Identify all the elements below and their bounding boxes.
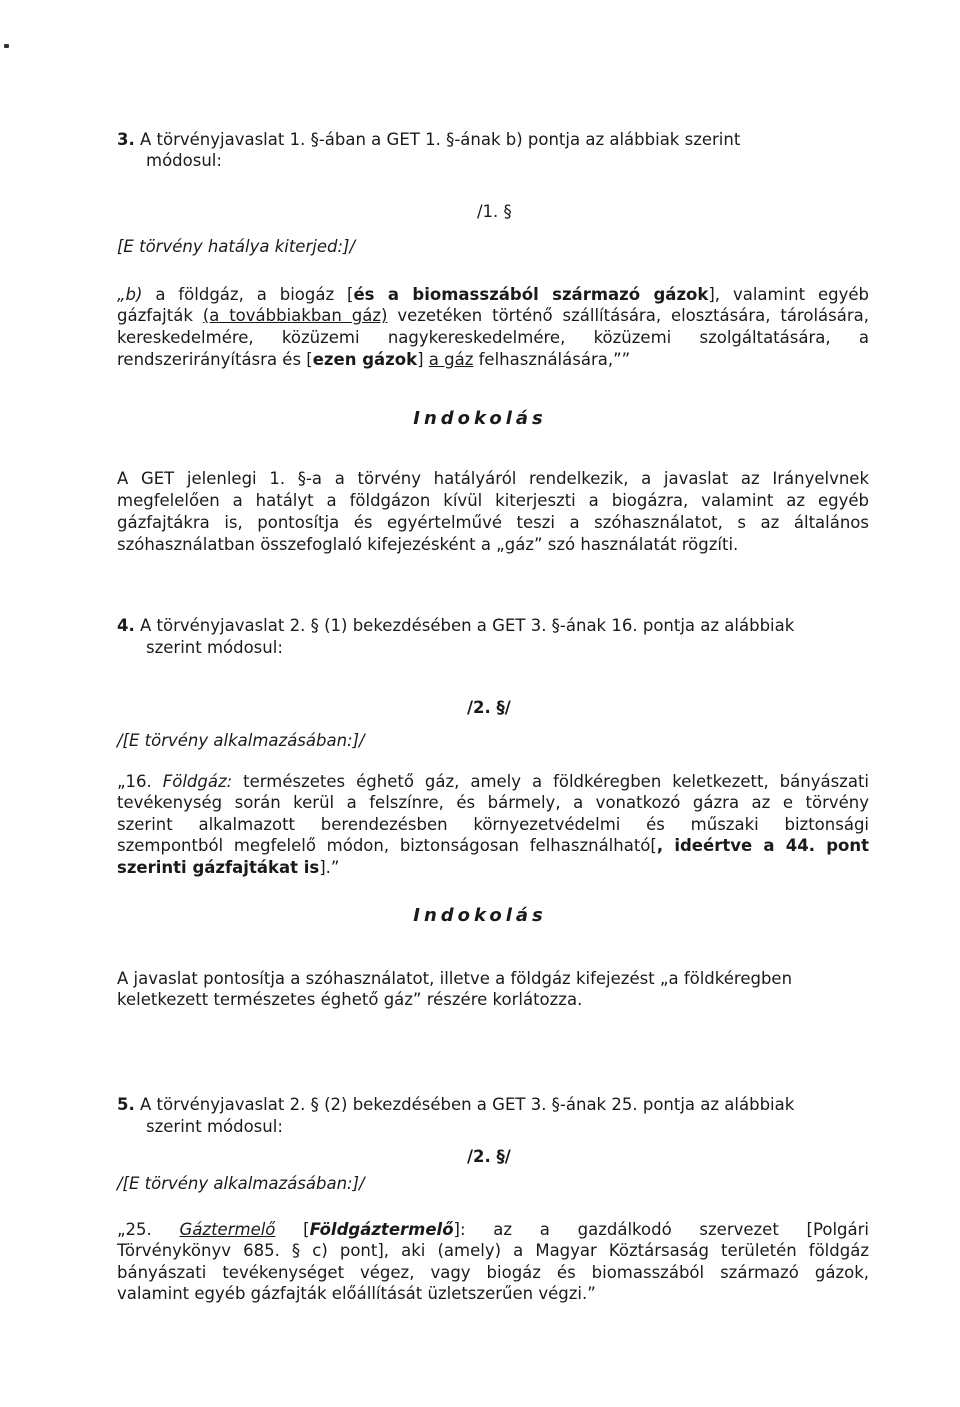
section-3-intro: 3. A törvényjavaslat 1. §-ában a GET 1. §-ának b) pontja az alábbiak szerint: [117, 130, 741, 149]
section-5-intro: 5. A törvényjavaslat 2. § (2) bekezdésében a GET 3. §-ának 25. pontja az alábbiak: [117, 1095, 795, 1114]
amended-text-line: „b) a földgáz, a biogáz [és a biomasszából származó gázok], valamint egyéb: [117, 285, 870, 304]
explanation-line: szóhasználatban összefoglaló kifejezésként a „gáz” szó használatát rögzíti.: [117, 535, 739, 554]
amended-text-line: szempontból megfelelő módon, biztonságosan felhasználható[, ideértve a 44. pont: [117, 836, 869, 855]
amended-text-line: rendszerirányításra és [ezen gázok] a gáz felhasználására,””: [117, 350, 631, 369]
section-4-intro-cont: szerint módosul:: [146, 638, 283, 657]
scan-speck: [4, 44, 9, 48]
amended-text-line: Törvénykönyv 685. § c) pont], aki (amely) a Magyar Köztársaság területén földgáz: [117, 1241, 869, 1260]
amended-text-line: valamint egyéb gázfajták előállítását üzletszerűen végzi.”: [117, 1284, 596, 1303]
explanation-line: A javaslat pontosítja a szóhasználatot, illetve a földgáz kifejezést „a földkéregben: [117, 969, 793, 988]
explanation-line: megfelelően a hatályt a földgázon kívül kiterjeszti a biogázra, valamint az egyéb: [117, 491, 869, 510]
explanation-line: keletkezett természetes éghető gáz” részére korlátozza.: [117, 990, 583, 1009]
indokolas-heading: Indokolás: [413, 408, 547, 429]
explanation-line: gázfajtákra is, pontosítja és egyértelművé teszi a szóhasználatot, s az általános: [117, 513, 869, 532]
amended-text-line: kereskedelmére, közüzemi nagykereskedelmére, közüzemi szolgáltatására, a: [117, 328, 869, 347]
explanation-line: A GET jelenlegi 1. §-a a törvény hatályáról rendelkezik, a javaslat az Irányelvnek: [117, 469, 869, 488]
section-3-intro-cont: módosul:: [146, 151, 222, 170]
amended-text-line: bányászati tevékenységet végez, vagy biogáz és biomasszából származó gázok,: [117, 1263, 869, 1282]
context-line: [E törvény hatálya kiterjed:]/: [117, 237, 356, 256]
section-4-intro: 4. A törvényjavaslat 2. § (1) bekezdésében a GET 3. §-ának 16. pontja az alábbiak: [117, 616, 795, 635]
amended-text-line: szerinti gázfajtákat is].”: [117, 858, 340, 877]
paragraph-ref: /2. §/: [467, 698, 511, 717]
amended-text-line: gázfajták (a továbbiakban gáz) vezetéken történő szállítására, elosztására, tárolására,: [117, 306, 869, 325]
paragraph-ref: /2. §/: [467, 1147, 511, 1166]
amended-text-line: „16. Földgáz: természetes éghető gáz, amely a földkéregben keletkezett, bányászati: [117, 772, 869, 791]
amended-text-line: szerint alkalmazott berendezésben környezetvédelmi és műszaki biztonsági: [117, 815, 869, 834]
section-number: 4.: [117, 616, 135, 635]
section-number: 5.: [117, 1095, 135, 1114]
amended-text-line: „25. Gáztermelő [Földgáztermelő]: az a gazdálkodó szervezet [Polgári: [117, 1220, 869, 1239]
context-line: /[E törvény alkalmazásában:]/: [117, 731, 365, 750]
paragraph-ref: /1. §: [477, 202, 512, 221]
amended-text-line: tevékenység során kerül a felszínre, és bármely, a vonatkozó gázra az e törvény: [117, 793, 869, 812]
indokolas-heading: Indokolás: [413, 905, 547, 926]
context-line: /[E törvény alkalmazásában:]/: [117, 1174, 365, 1193]
section-number: 3.: [117, 130, 135, 149]
section-5-intro-cont: szerint módosul:: [146, 1117, 283, 1136]
